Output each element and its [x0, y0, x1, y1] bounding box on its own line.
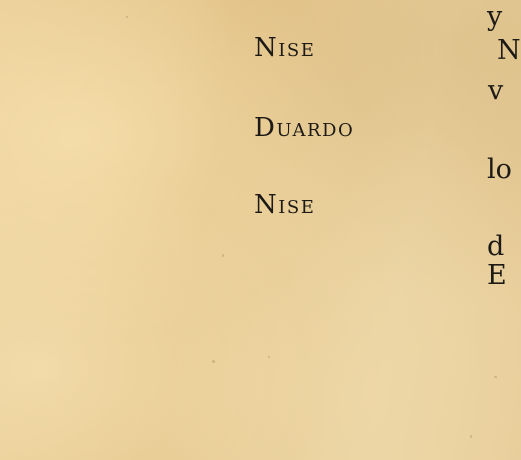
paper-speck — [470, 435, 472, 438]
cropped-text-fragment: v — [488, 75, 504, 106]
paper-speck — [268, 356, 270, 358]
cropped-text-fragment: y — [487, 1, 503, 32]
cropped-text-fragment: N — [497, 35, 521, 66]
speaker-name: Nise — [254, 190, 316, 220]
paper-speck — [126, 16, 128, 18]
speaker-name: Nise — [254, 33, 316, 63]
speaker-name: Duardo — [254, 113, 355, 143]
paper-speck — [212, 360, 215, 363]
paper-speck — [494, 376, 497, 378]
cropped-text-fragment: d — [487, 231, 505, 262]
paper-speck — [222, 254, 224, 257]
cropped-text-fragment: lo — [487, 154, 512, 185]
cropped-text-fragment: E — [487, 260, 507, 291]
